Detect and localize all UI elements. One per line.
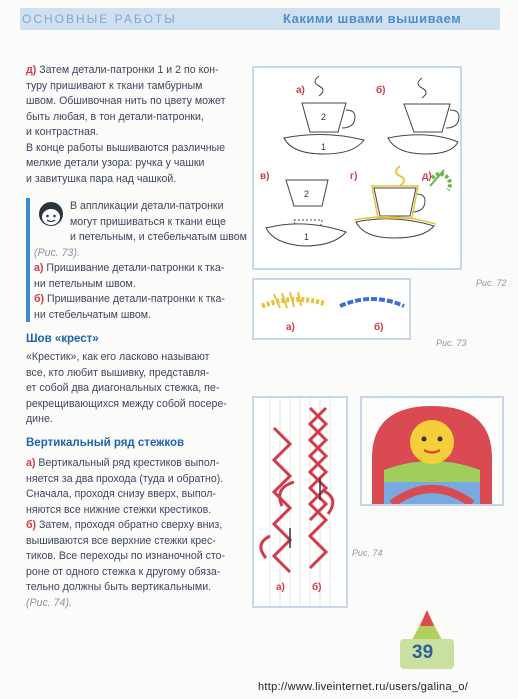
text-line: ет собой два диагональных стежка, пе- [26, 382, 220, 394]
checked-triangle-ornament [410, 608, 444, 642]
paragraph-appliqué-steps [26, 63, 248, 187]
paragraph-cross-stitch [26, 350, 248, 428]
text-line: няется за два прохода (туда и обратно). [26, 472, 224, 485]
figure-ref: (Рис. 74). [26, 596, 72, 609]
item-letter-b: б) [34, 293, 45, 305]
part-number-1: 1 [304, 232, 310, 242]
text-line: Сначала, проходя снизу вверх, выпол- [26, 488, 217, 500]
text-line: и контрастная. [26, 126, 99, 138]
text-line: могут пришиваться к ткани еще [70, 215, 226, 228]
section-title-vertical: Вертикальный ряд стежков [26, 437, 185, 449]
text-line: вышиваются все верхние стежки крес- [26, 534, 216, 547]
label-v: в) [260, 171, 270, 182]
figure-72-panel [252, 66, 462, 270]
figure-73-drawing [254, 280, 409, 338]
text-line: рекрещивающихся между собой посере- [26, 397, 227, 410]
figure-72-caption: Рис. 72 [476, 278, 507, 288]
text-line: все, кто любит вышивку, представля- [26, 366, 210, 379]
item-letter-a: а) [34, 262, 44, 274]
text-line: тельно должны быть вертикальными. [26, 581, 212, 593]
label-g: г) [350, 171, 358, 182]
matryoshka-cross-stitch-image [360, 396, 504, 506]
text-line: дине. [26, 413, 53, 425]
section-title-cross: Шов «крест» [26, 333, 99, 345]
figure-73-panel [252, 278, 411, 340]
label-a: а) [276, 582, 285, 593]
figure-74-caption: Рис. 74 [352, 548, 383, 558]
note-text [34, 199, 249, 323]
text-line: ни петельным швом. [34, 277, 136, 290]
item-letter-b: б) [26, 519, 37, 531]
label-b: б) [374, 322, 384, 333]
label-d: д) [422, 171, 432, 182]
text-line: швом. Обшивочная нить по цвету может [26, 95, 226, 107]
figure-74-drawing [254, 398, 346, 606]
page-title: Какими швами вышиваем [283, 11, 462, 26]
text-line: мелкие детали узора: ручка у чашки [26, 157, 205, 169]
note-accent-bar [26, 198, 30, 322]
paragraph-vertical-row [26, 456, 248, 611]
part-number-1: 1 [321, 142, 327, 152]
text-line: Затем, проходя обратно сверху вниз, [39, 519, 223, 531]
label-a: а) [286, 322, 295, 333]
text-line: В конце работы вышиваются различные [26, 141, 226, 154]
label-b: б) [312, 582, 322, 593]
figure-73-caption: Рис. 73 [436, 338, 467, 348]
text-line: Вертикальный ряд крестиков выпол- [38, 457, 220, 469]
page-number: 39 [412, 642, 434, 663]
figure-72-drawing [254, 68, 460, 268]
text-line: быть любая, в тон детали-патронки, [26, 110, 204, 123]
label-a: а) [296, 85, 305, 96]
text-line: туру пришивают к ткани тамбурным [26, 79, 203, 92]
figure-ref: (Рис. 73). [34, 246, 80, 259]
text-line: и завитушка пара над чашкой. [26, 172, 177, 185]
part-number-2: 2 [321, 112, 327, 122]
text-line: няются все нижние стежки крестиков. [26, 503, 212, 516]
text-line: ни стебельчатым швом. [34, 308, 151, 321]
part-number-2: 2 [304, 189, 310, 199]
text-line: Пришивание детали-патронки к тка- [47, 293, 225, 305]
figure-74-panel [252, 396, 348, 608]
item-letter-d: д) [26, 64, 37, 76]
footer-url[interactable]: http://www.liveinternet.ru/users/galina_o/ [258, 681, 469, 693]
label-b: б) [376, 85, 386, 96]
text-line: Пришивание детали-патронки к тка- [46, 262, 225, 274]
text-line: роне от одного стежка к другому обяза- [26, 565, 221, 578]
section-heading: ОСНОВНЫЕ РАБОТЫ [22, 12, 177, 26]
text-line: Затем детали-патронки 1 и 2 по кон- [39, 64, 219, 76]
text-line: «Крестик», как его ласково называют [26, 351, 210, 363]
text-line: В аппликации детали-патронки [70, 200, 224, 212]
text-line: тиков. Все переходы по изнаночной сто- [26, 550, 226, 562]
item-letter-a: а) [26, 457, 36, 469]
text-line: и петельным, и стебельчатым швом [70, 231, 247, 243]
